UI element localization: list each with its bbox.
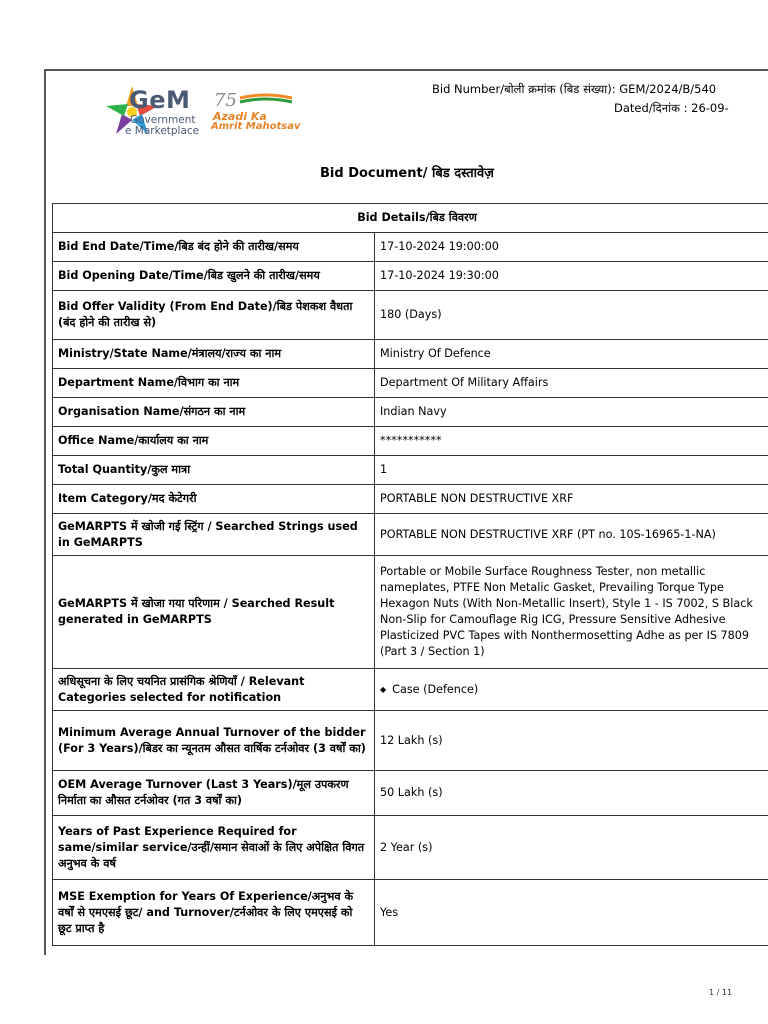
row-value: 12 Lakh (s) bbox=[375, 711, 768, 771]
row-key: OEM Average Turnover (Last 3 Years)/मूल उपकरण निर्माता का औसत टर्नओवर (गत 3 वर्षों का) bbox=[53, 771, 375, 816]
category-item: ◆ Case (Defence) bbox=[380, 682, 768, 698]
table-row bbox=[53, 427, 768, 456]
row-value-list bbox=[375, 669, 768, 711]
row-key: अधिसूचना के लिए चयनित प्रासंगिक श्रेणियाँ / Relevant Categories selected for notification bbox=[53, 669, 375, 711]
table-row bbox=[53, 398, 768, 427]
row-value: 1 bbox=[375, 456, 768, 485]
row-key: Department Name/विभाग का नाम bbox=[53, 369, 375, 398]
row-value: PORTABLE NON DESTRUCTIVE XRF (PT no. 10S-16965-1-NA) bbox=[375, 514, 768, 556]
page-number: 1 / 11 bbox=[709, 988, 733, 997]
azadi-text: Amrit Mahotsav bbox=[211, 121, 301, 132]
row-key: GeMARPTS में खोजा गया परिणाम / Searched Result generated in GeMARPTS bbox=[53, 556, 375, 669]
row-value: Portable or Mobile Surface Roughness Tester, non metallic nameplates, PTFE Non Metalic Gasket, Prevailing Torque Type Hexagon Nuts (With Non-Metallic Insert), Style 1 - IS 7002, S Black Non-Slip for Camouflage Rig ICG, Pressure Sensitive Adhesive Plasticized PVC Tapes with Nonthermosetting Adhe as per IS 7809 (Part 3 / Section 1) bbox=[375, 556, 768, 669]
row-value: 2 Year (s) bbox=[375, 816, 768, 880]
row-key: Bid Offer Validity (From End Date)/बिड पेशकश वैधता (बंद होने की तारीख से) bbox=[53, 291, 375, 340]
table-row bbox=[53, 369, 768, 398]
row-key: Organisation Name/संगठन का नाम bbox=[53, 398, 375, 427]
row-value: Department Of Military Affairs bbox=[375, 369, 768, 398]
row-key: Bid End Date/Time/बिड बंद होने की तारीख/समय bbox=[53, 233, 375, 262]
row-value: *********** bbox=[375, 427, 768, 456]
bid-number: Bid Number/बोली क्रमांक (बिड संख्या): GEM/2024/B/540 bbox=[432, 82, 717, 96]
row-value: 17-10-2024 19:30:00 bbox=[375, 262, 768, 291]
page-border bbox=[44, 69, 46, 955]
bid-details-table bbox=[52, 203, 768, 946]
table-row bbox=[53, 262, 768, 291]
row-value: 17-10-2024 19:00:00 bbox=[375, 233, 768, 262]
page-border bbox=[44, 69, 768, 71]
table-row bbox=[53, 233, 768, 262]
row-key: Item Category/मद केटेगरी bbox=[53, 485, 375, 514]
table-row bbox=[53, 456, 768, 485]
row-key: Minimum Average Annual Turnover of the bidder (For 3 Years)/बिडर का न्यूनतम औसत वार्षिक टर्नओवर (3 वर्षों का) bbox=[53, 711, 375, 771]
table-row bbox=[53, 816, 768, 880]
row-key: Office Name/कार्यालय का नाम bbox=[53, 427, 375, 456]
gem-subtitle: e Marketplace bbox=[125, 125, 200, 137]
table-row bbox=[53, 556, 768, 669]
table-row bbox=[53, 485, 768, 514]
table-row bbox=[53, 880, 768, 946]
table-row bbox=[53, 340, 768, 369]
azadi-text: Azadi Ka bbox=[213, 110, 267, 123]
document-title: Bid Document/ बिड दस्तावेज़ bbox=[320, 166, 494, 181]
table-row bbox=[53, 711, 768, 771]
row-value: 180 (Days) bbox=[375, 291, 768, 340]
row-value: PORTABLE NON DESTRUCTIVE XRF bbox=[375, 485, 768, 514]
row-value: Yes bbox=[375, 880, 768, 946]
row-key: MSE Exemption for Years Of Experience/अनुभव के वर्षों से एमएसई छूट/ and Turnover/टर्नओवर के लिए एमएसई को छूट प्राप्त है bbox=[53, 880, 375, 946]
row-key: Years of Past Experience Required for same/similar service/उन्हीं/समान सेवाओं के लिए अपेक्षित विगत अनुभव के वर्ष bbox=[53, 816, 375, 880]
table-row bbox=[53, 291, 768, 340]
table-header-row bbox=[53, 204, 768, 233]
table-row bbox=[53, 514, 768, 556]
gem-wordmark: GeM bbox=[129, 86, 191, 114]
row-key: Total Quantity/कुल मात्रा bbox=[53, 456, 375, 485]
table-row bbox=[53, 771, 768, 816]
table-header: Bid Details/बिड विवरण bbox=[53, 204, 768, 233]
table-row bbox=[53, 669, 768, 711]
row-value: Ministry Of Defence bbox=[375, 340, 768, 369]
svg-text:75: 75 bbox=[214, 90, 237, 111]
bid-date: Dated/दिनांक : 26-09- bbox=[614, 101, 729, 115]
row-key: Ministry/State Name/मंत्रालय/राज्य का नाम bbox=[53, 340, 375, 369]
row-key: Bid Opening Date/Time/बिड खुलने की तारीख/समय bbox=[53, 262, 375, 291]
gem-subtitle: Government bbox=[130, 114, 196, 126]
row-key: GeMARPTS में खोजी गई स्ट्रिंग / Searched Strings used in GeMARPTS bbox=[53, 514, 375, 556]
row-value: Indian Navy bbox=[375, 398, 768, 427]
row-value: 50 Lakh (s) bbox=[375, 771, 768, 816]
